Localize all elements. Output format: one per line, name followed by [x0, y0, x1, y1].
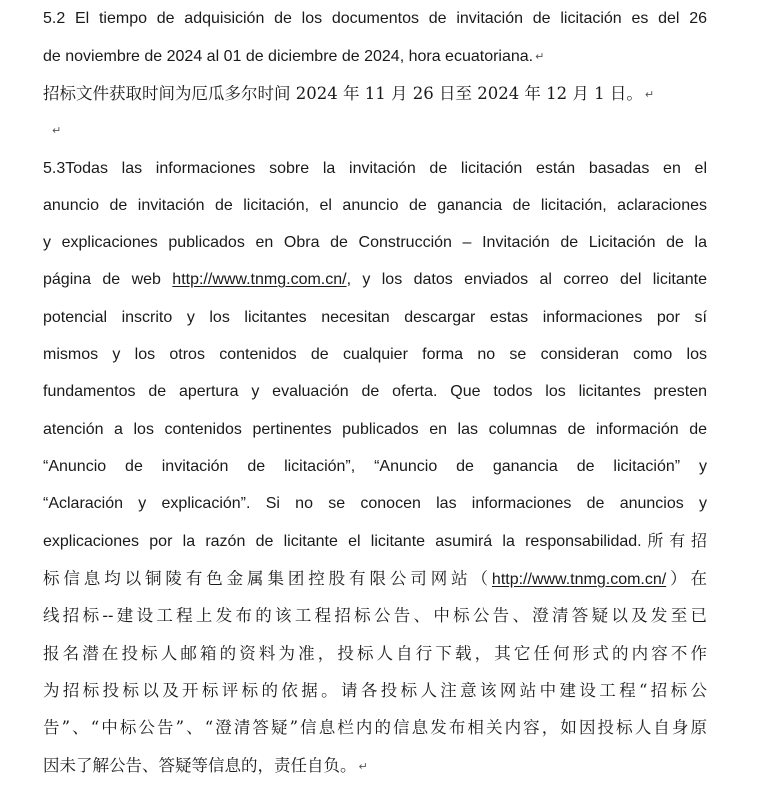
tnmg-website-link[interactable]: http://www.tnmg.com.cn/: [491, 571, 667, 588]
p52-spanish-line-2: de noviembre de 2024 al 01 de diciembre de 2024, hora ecuatoriana. ↵: [43, 48, 545, 65]
p53-line-11: explicaciones por la razón de licitante el licitante asumirá la responsabilidad.所有招: [43, 533, 707, 550]
p53-line-15: 为招标投标以及开标评标的依据。请各投标人注意该网站中建设工程“招标公: [43, 681, 707, 700]
p53-line-7: fundamentos de apertura y evaluación de oferta. Que todos los licitantes presten: [43, 383, 707, 400]
p53-line-16: 告”、“中标公告”、“澄清答疑”信息栏内的信息发布相关内容，如因投标人自身原: [43, 718, 707, 737]
tnmg-website-link[interactable]: http://www.tnmg.com.cn/: [172, 271, 347, 288]
p53-line-8: atención a los contenidos pertinentes publicados en las columnas de información de: [43, 421, 707, 438]
p53-line-17: 因未了解公告、答疑等信息的，责任自负。 ↵: [43, 756, 368, 775]
p53-line-14: 报名潜在投标人邮箱的资料为准，投标人自行下载，其它任何形式的内容不作: [43, 644, 707, 663]
p53-line-2: anuncio de invitación de licitación, el anuncio de ganancia de licitación, aclaraciones: [43, 197, 707, 214]
p53-line-6: mismos y los otros contenidos de cualquier forma no se consideran como los: [43, 346, 707, 363]
p52-spanish-line-1: 5.2 El tiempo de adquisición de los documentos de invitación de licitación es del 26: [43, 10, 707, 27]
p53-line-9: “Anuncio de invitación de licitación”, “Anuncio de ganancia de licitación” y: [43, 458, 707, 475]
paragraph-mark-icon: ↵: [535, 50, 545, 63]
paragraph-mark-icon: ↵: [52, 124, 62, 137]
p53-line-1: 5.3Todas las informaciones sobre la invitación de licitación están basadas en el: [43, 160, 707, 177]
p53-line-3: y explicaciones publicados en Obra de Construcción – Invitación de Licitación de la: [43, 234, 707, 251]
p53-line-13: 线招标--建设工程上发布的该工程招标公告、中标公告、澄清答疑以及发至已: [43, 606, 707, 625]
p53-line-4: página de web http://www.tnmg.com.cn/, y los datos enviados al correo del licitante: [43, 271, 707, 288]
p53-line-12: 标信息均以铜陵有色金属集团控股有限公司网站（http://www.tnmg.com.cn/）在: [43, 569, 708, 588]
p53-line-10: “Aclaración y explicación”. Si no se conocen las informaciones de anuncios y: [43, 495, 707, 512]
p53-line-5: potencial inscrito y los licitantes necesitan descargar estas informaciones por sí: [43, 309, 707, 326]
paragraph-mark-icon: ↵: [644, 88, 655, 101]
paragraph-mark-icon: ↵: [358, 760, 368, 773]
p52-chinese-line: 招标文件获取时间为厄瓜多尔时间 2024 年 11 月 26 日至 2024 年 12 月 1 日。 ↵: [43, 84, 655, 103]
